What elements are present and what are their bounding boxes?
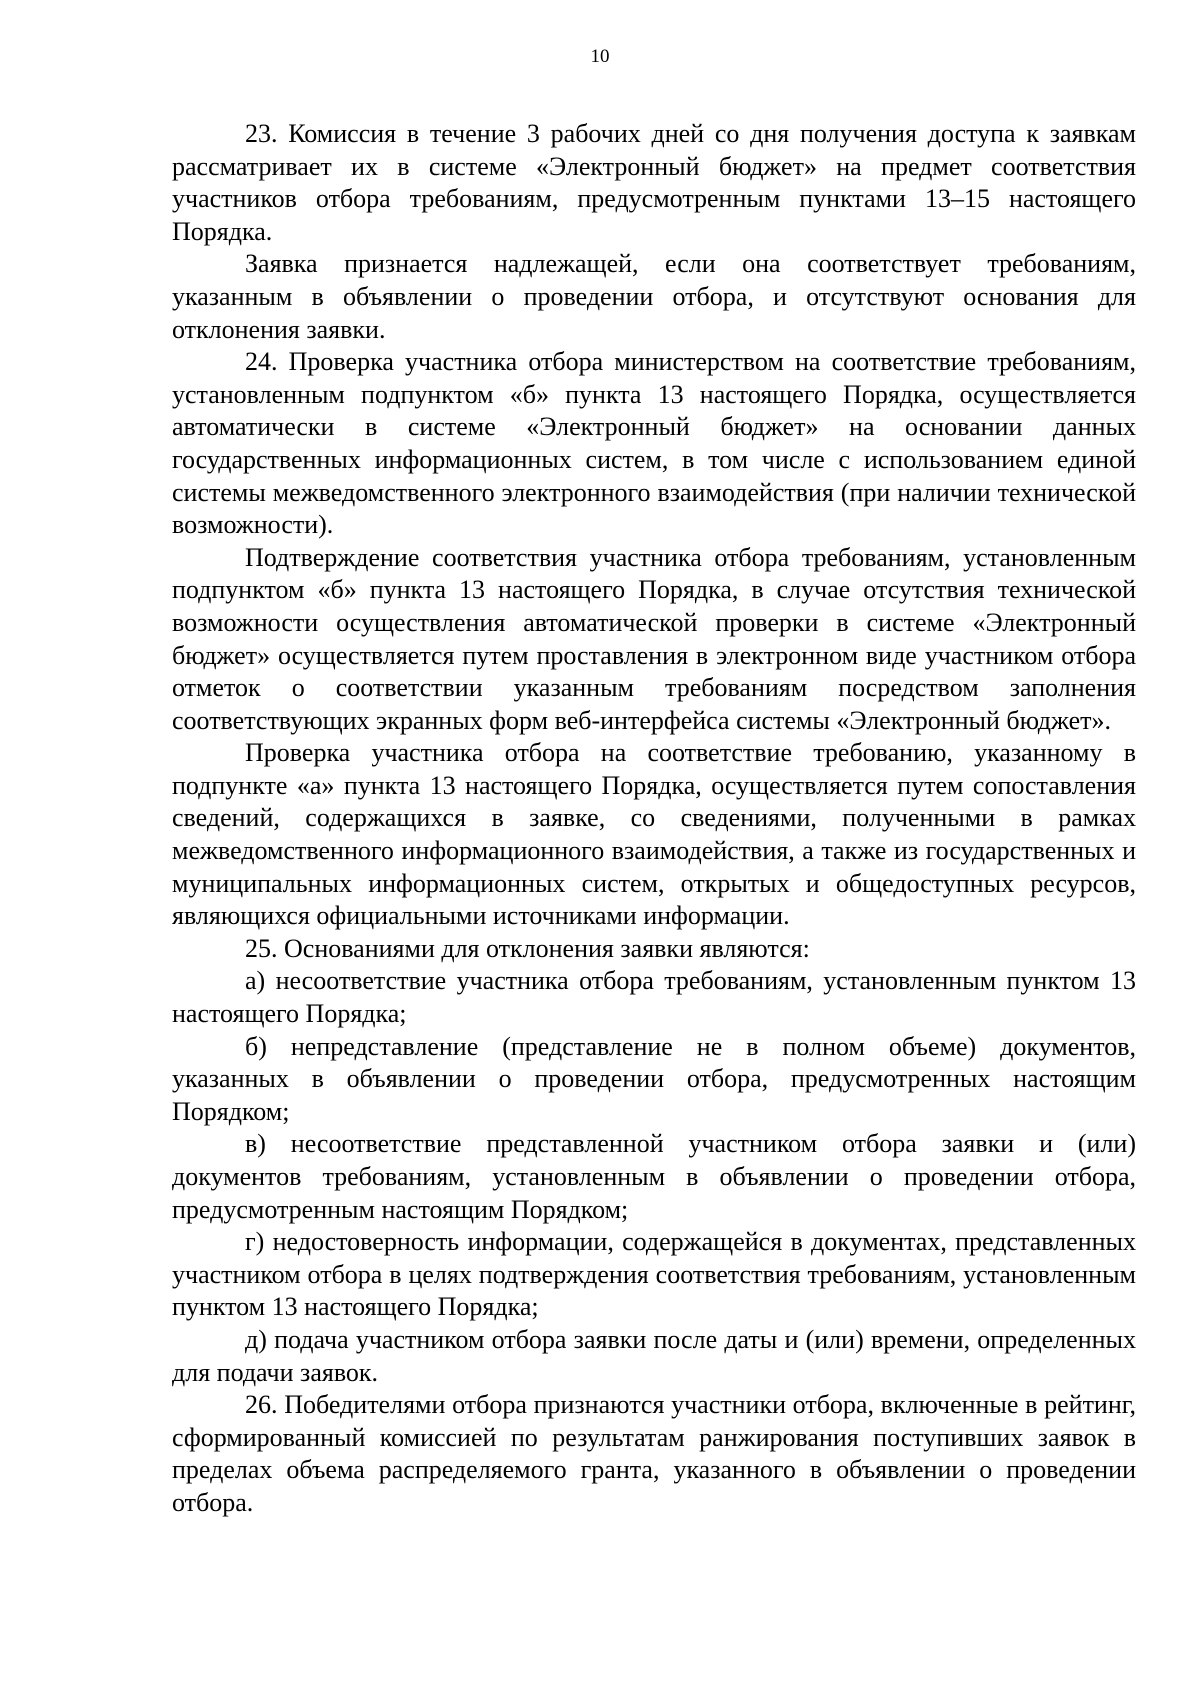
paragraph-24-check-subitem-a: Проверка участника отбора на соответствие требованию, указанному в подпункте «а» пункта 13 настоящего Порядка, осуществляется путем сопоставления сведений, содержащихся в заявке, со сведениями, полученными в рамках межведомственного информационного взаимодействия, а также из государственных и муниципальных информационных систем, открытых и общедоступных ресурсов, являющихся официальными источниками информации.: [172, 738, 1136, 931]
document-body: [172, 118, 1136, 1520]
paragraph-26: 26. Победителями отбора признаются участники отбора, включенные в рейтинг, сформированный комиссией по результатам ранжирования поступивших заявок в пределах объема распределяемого гранта, указанного в объявлении о проведении отбора.: [172, 1390, 1136, 1517]
paragraph-23: 23. Комиссия в течение 3 рабочих дней со дня получения доступа к заявкам рассматривает их в системе «Электронный бюджет» на предмет соответствия участников отбора требованиям, предусмотренным пунктами 13–15 настоящего Порядка.: [172, 119, 1136, 246]
paragraph-25: 25. Основаниями для отклонения заявки являются:: [245, 933, 810, 963]
paragraph-25-item-a: а) несоответствие участника отбора требованиям, установленным пунктом 13 настоящего Порядка;: [172, 966, 1136, 1029]
paragraph-25-item-d: д) подача участником отбора заявки после даты и (или) времени, определенных для подачи заявок.: [172, 1324, 1136, 1387]
paragraph-25-item-v: в) несоответствие представленной участником отбора заявки и (или) документов требованиям, установленным в объявлении о проведении отбора, предусмотренным настоящим Порядком;: [172, 1129, 1136, 1224]
paragraph-24: 24. Проверка участника отбора министерством на соответствие требованиям, установленным подпунктом «б» пункта 13 настоящего Порядка, осуществляется автоматически в системе «Электронный бюджет» на основании данных государственных информационных систем, в том числе с использованием единой системы межведомственного электронного взаимодействия (при наличии технической возможности).: [172, 347, 1136, 540]
paragraph-24-confirmation: Подтверждение соответствия участника отбора требованиям, установленным подпунктом «б» пункта 13 настоящего Порядка, в случае отсутствия технической возможности осуществления автоматической проверки в системе «Электронный бюджет» осуществляется путем проставления в электронном виде участником отбора отметок о соответствии указанным требованиям посредством заполнения соответствующих экранных форм веб-интерфейса системы «Электронный бюджет».: [172, 542, 1136, 735]
page-number: 10: [590, 46, 610, 67]
paragraph-23-application-valid: Заявка признается надлежащей, если она соответствует требованиям, указанным в объявлении о проведении отбора, и отсутствуют основания для отклонения заявки.: [172, 249, 1136, 344]
paragraph-25-item-g: г) недостоверность информации, содержащейся в документах, представленных участником отбора в целях подтверждения соответствия требованиям, установленным пунктом 13 настоящего Порядка;: [172, 1227, 1136, 1322]
paragraph-25-item-b: б) непредставление (представление не в полном объеме) документов, указанных в объявлении о проведении отбора, предусмотренных настоящим Порядком;: [172, 1031, 1136, 1126]
